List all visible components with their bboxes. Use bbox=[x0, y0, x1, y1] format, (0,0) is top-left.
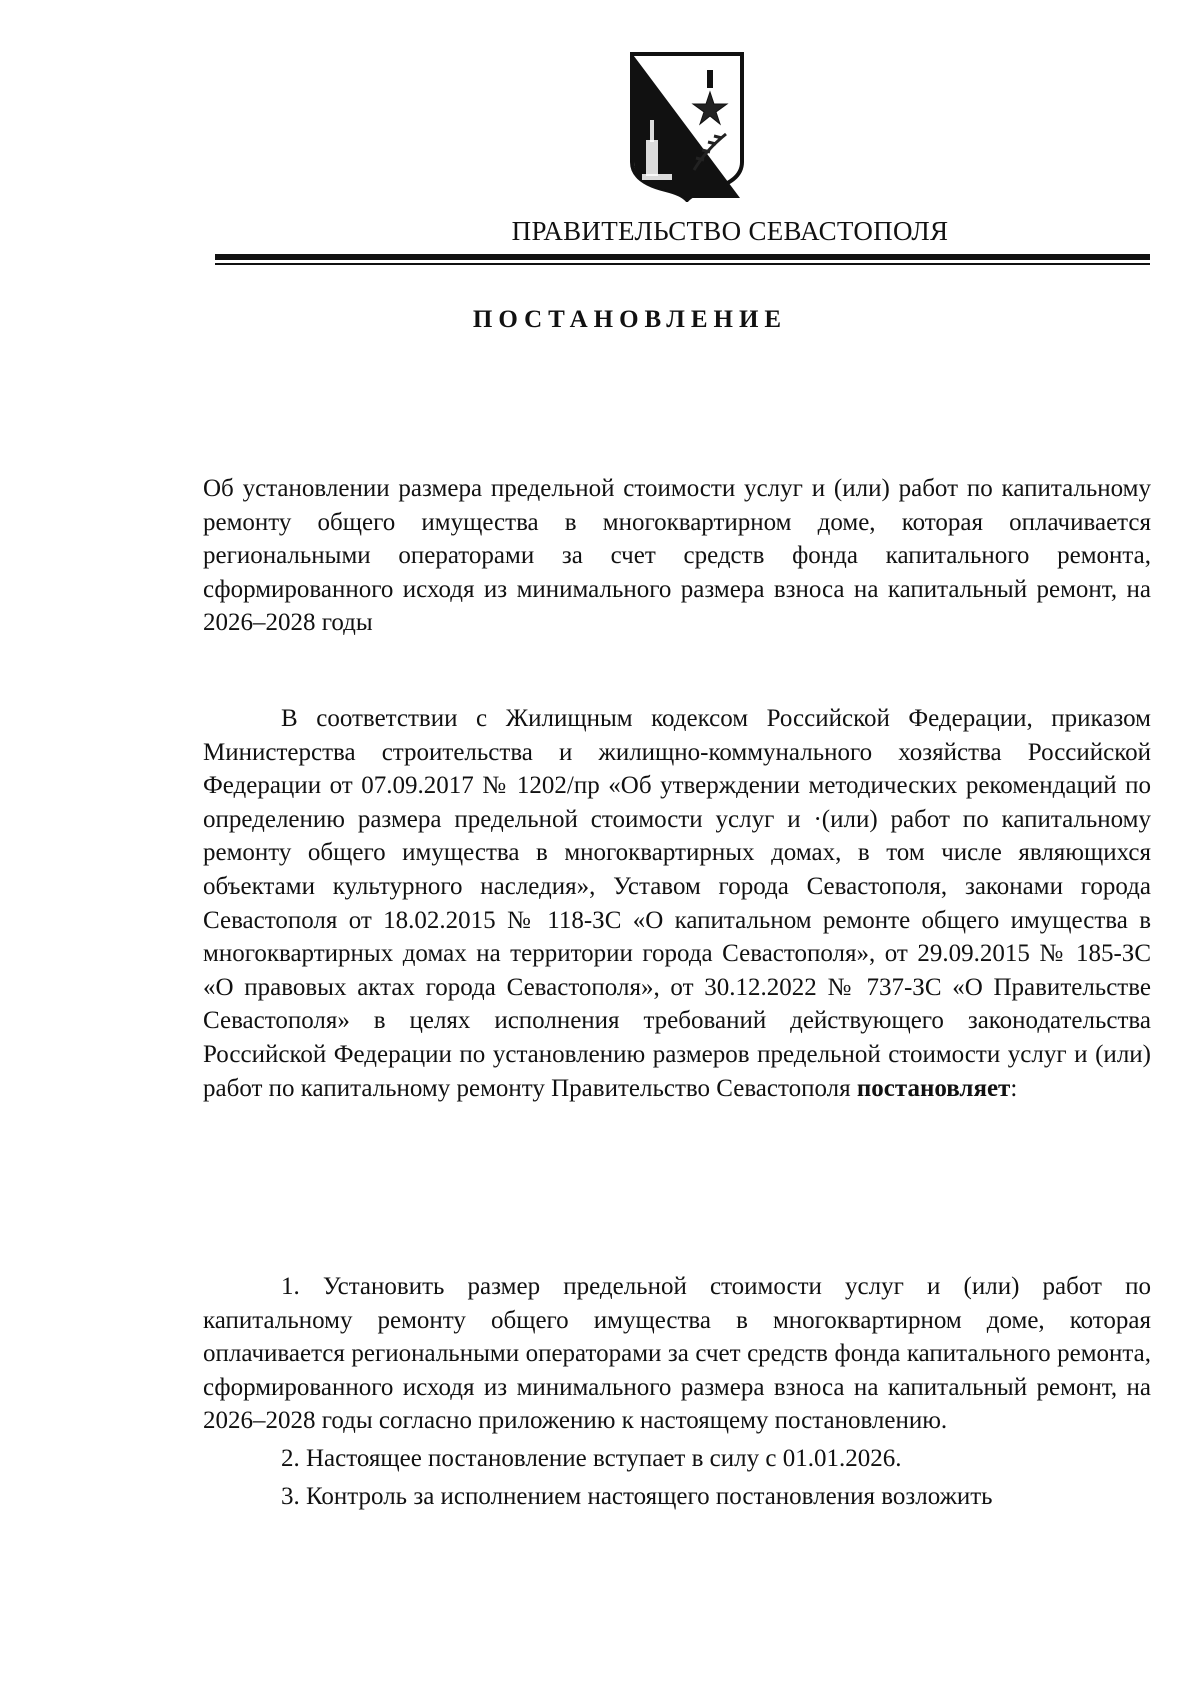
resolves-keyword: постановляет bbox=[856, 1074, 1011, 1102]
resolution-items bbox=[203, 1270, 1151, 1513]
preamble-text: В соответствии с Жилищным кодексом Российской Федерации, приказом Министерства строительства и жилищно-коммунального хозяйства Российской Федерации от 07.09.2017 № 1202/пр «Об утверждении методических рекомендаций по определению размера предельной стоимости услуг и ·(или) работ по капитальному ремонту общего имущества в многоквартирных домах, в том числе являющихся объектами культурного наследия», Уставом города Севастополя, законами города Севастополя от 18.02.2015 № 118-ЗС «О капитальном ремонте общего имущества в многоквартирных домах на территории города Севастополя», от 29.09.2015 № 185-ЗС «О правовых актах города Севастополя», от 30.12.2022 № 737-ЗС «О Правительстве Севастополя» в целях исполнения требований действующего законодательства Российской Федерации по установлению размеров предельной стоимости услуг и (или) работ по капитальному ремонту Правительство Севастополя bbox=[203, 705, 1151, 1102]
preamble bbox=[203, 702, 1151, 1105]
header-rule-thick bbox=[215, 254, 1150, 260]
organization-title: ПРАВИТЕЛЬСТВО СЕВАСТОПОЛЯ bbox=[511, 216, 949, 246]
subject-text: Об установлении размера предельной стоимости услуг и (или) работ по капитальному ремонту общего имущества в многоквартирном доме, которая оплачивается региональными операторами за счет средств фонда капитального ремонта, сформированного исходя из минимального размера взноса на капитальный ремонт, на 2026–2028 годы bbox=[203, 475, 1151, 637]
document-type-heading: ПОСТАНОВЛЕНИЕ bbox=[472, 306, 788, 333]
resolution-item-1: 1. Установить размер предельной стоимости услуг и (или) работ по капитальному ремонту общего имущества в многоквартирном доме, которая оплачивается региональными операторами за счет средств фонда капитального ремонта, сформированного исходя из минимального размера взноса на капитальный ремонт, на 2026–2028 годы согласно приложению к настоящему постановлению. bbox=[203, 1273, 1151, 1435]
preamble-paragraph bbox=[203, 702, 1151, 1105]
header-rule-thin bbox=[215, 263, 1150, 265]
coat-of-arms-icon bbox=[628, 50, 746, 202]
resolves-suffix: : bbox=[1010, 1074, 1018, 1102]
document-subject bbox=[203, 472, 1151, 640]
resolution-item-2: 2. Настоящее постановление вступает в силу с 01.01.2026. bbox=[281, 1444, 902, 1472]
resolution-item-3: 3. Контроль за исполнением настоящего постановления возложить bbox=[281, 1482, 993, 1510]
